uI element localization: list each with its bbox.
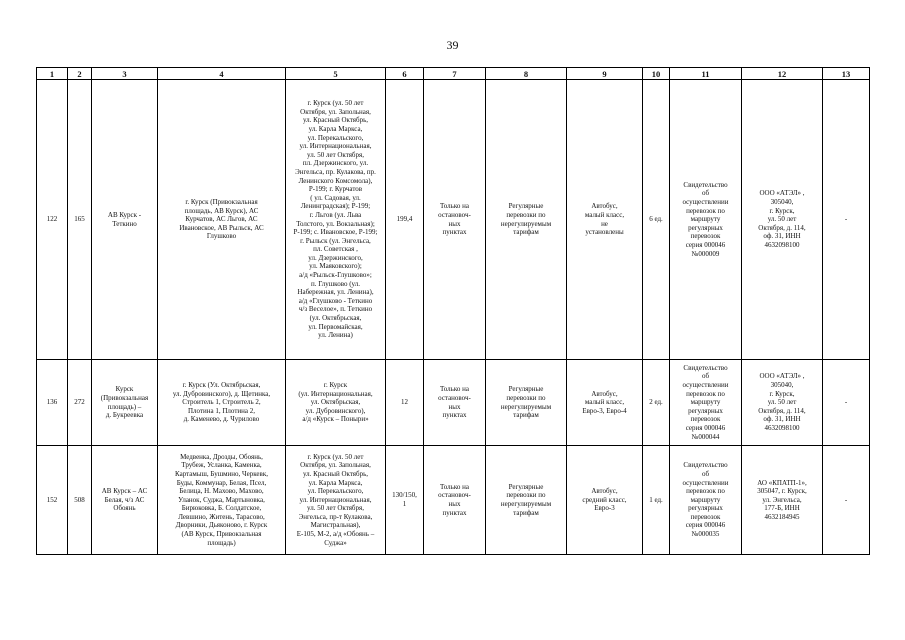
route-name-cell: АВ Курск – АС Белая, ч/з АС Обоянь — [92, 446, 158, 555]
streets-cell: г. Курск (ул. Интернациональная, ул. Октябрьская, ул. Дубровинского), а/д «Курск – Поныри» — [286, 360, 386, 446]
notes-cell: - — [823, 446, 870, 555]
length-cell: 130/150, 1 — [386, 446, 424, 555]
registry-number-cell: 136 — [37, 360, 68, 446]
column-header: 8 — [486, 68, 567, 80]
transport-type-cell: Регулярные перевозки по нерегулируемым тарифам — [486, 360, 567, 446]
certificate-cell: Свидетельство об осуществлении перевозок по маршруту регулярных перевозок серия 000046 №000009 — [670, 80, 742, 360]
column-header: 4 — [158, 68, 286, 80]
carrier-cell: ООО «АТЭЛ» , 305040, г. Курск, ул. 50 лет Октября, д. 114, оф. 31, ИНН 4632098100 — [742, 360, 823, 446]
route-number-cell: 165 — [68, 80, 92, 360]
vehicle-class-cell: Автобус, средний класс, Евро-3 — [567, 446, 643, 555]
column-header: 6 — [386, 68, 424, 80]
column-header: 13 — [823, 68, 870, 80]
stops-cell: г. Курск (Ул. Октябрьская, ул. Дубровинского), д. Щетинка, Строитель 1, Строитель 2, Плотина 1, Плотина 2, д. Каменево, д. Чурилово — [158, 360, 286, 446]
streets-cell: г. Курск (ул. 50 лет Октября, ул. Запольная, ул. Красный Октябрь, ул. Карла Маркса, ул. Перекальского, ул. Интернациональная, ул. 50 лет Октября, Энгельса, пр-т Кулакова, Магистральная), Е-105, М-2, а/д «Обоянь – Суджа» — [286, 446, 386, 555]
carrier-cell: АО «КПАТП-1», 305047, г. Курск, ул. Энгельса, 177-Б, ИНН 4632184945 — [742, 446, 823, 555]
length-cell: 12 — [386, 360, 424, 446]
table-row — [37, 446, 870, 555]
route-name-cell: АВ Курск - Теткино — [92, 80, 158, 360]
notes-cell: - — [823, 360, 870, 446]
column-header: 1 — [37, 68, 68, 80]
vehicle-count-cell: 6 ед. — [643, 80, 670, 360]
table-row — [37, 360, 870, 446]
boarding-order-cell: Только на остановоч- ных пунктах — [424, 360, 486, 446]
certificate-cell: Свидетельство об осуществлении перевозок по маршруту регулярных перевозок серия 000046 №000035 — [670, 446, 742, 555]
vehicle-count-cell: 1 ед. — [643, 446, 670, 555]
page-number: 39 — [446, 38, 459, 52]
table-row — [37, 80, 870, 360]
column-header: 10 — [643, 68, 670, 80]
vehicle-class-cell: Автобус, малый класс, Евро-3, Евро-4 — [567, 360, 643, 446]
transport-type-cell: Регулярные перевозки по нерегулируемым тарифам — [486, 446, 567, 555]
column-header: 3 — [92, 68, 158, 80]
column-header: 7 — [424, 68, 486, 80]
stops-cell: г. Курск (Привокзальная площадь, АВ Курск), АС Курчатов, АС Льгов, АС Ивановское, АВ Рыльск, АС Глушково — [158, 80, 286, 360]
vehicle-count-cell: 2 ед. — [643, 360, 670, 446]
carrier-cell: ООО «АТЭЛ» , 305040, г. Курск, ул. 50 лет Октября, д. 114, оф. 31, ИНН 4632098100 — [742, 80, 823, 360]
column-header: 11 — [670, 68, 742, 80]
header-row — [37, 68, 870, 80]
column-header: 9 — [567, 68, 643, 80]
column-header: 5 — [286, 68, 386, 80]
vehicle-class-cell: Автобус, малый класс, не установлены — [567, 80, 643, 360]
registry-number-cell: 152 — [37, 446, 68, 555]
length-cell: 199,4 — [386, 80, 424, 360]
stops-cell: Медвенка, Дрозды, Обоянь, Трубеж, Усланка, Каменка, Картамыш, Бушмино, Черкевк, Буды, Коммунар, Белая, Псел, Белица, Н. Махово, Махово, Уланок, Суджа, Мартыновка, Бирюковка, Б. Солдатское, Левшино, Житень, Тарасово, Дворники, Дьяконово, г. Курск (АВ Курск, Привокзальная площадь) — [158, 446, 286, 555]
route-number-cell: 508 — [68, 446, 92, 555]
route-number-cell: 272 — [68, 360, 92, 446]
routes-table — [36, 67, 870, 555]
boarding-order-cell: Только на остановоч- ных пунктах — [424, 446, 486, 555]
route-name-cell: Курск (Привокзальная площадь) – д. Букреевка — [92, 360, 158, 446]
column-header: 2 — [68, 68, 92, 80]
registry-number-cell: 122 — [37, 80, 68, 360]
streets-cell: г. Курск (ул. 50 лет Октября, ул. Запольная, ул. Красный Октябрь, ул. Карла Маркса, ул. Перекальского, ул. Интернациональная, ул. 50 лет Октября, пл. Дзержинского, ул. Энгельса, пр. Кулакова, пр. Ленинского Комсомола), Р-199; г. Курчатов ( ул. Садовая, ул. Ленинградская); Р-199; г. Льгов (ул. Льва Толстого, ул. Вокзальная); Р-199; с. Ивановское, Р-199; г. Рыльск (ул. Энгельса, пл. Советская , ул. Дзержинского, ул. Маяковского); а/д «Рыльск-Глушково»; п. Глушково (ул. Набережная, ул. Ленина), а/д «Глушково - Теткино ч/з Веселое», п. Теткино (ул. Октябрьская, ул. Первомайская, ул. Ленина) — [286, 80, 386, 360]
boarding-order-cell: Только на остановоч- ных пунктах — [424, 80, 486, 360]
transport-type-cell: Регулярные перевозки по нерегулируемым тарифам — [486, 80, 567, 360]
certificate-cell: Свидетельство об осуществлении перевозок по маршруту регулярных перевозок серия 000046 №000044 — [670, 360, 742, 446]
column-header: 12 — [742, 68, 823, 80]
notes-cell: - — [823, 80, 870, 360]
